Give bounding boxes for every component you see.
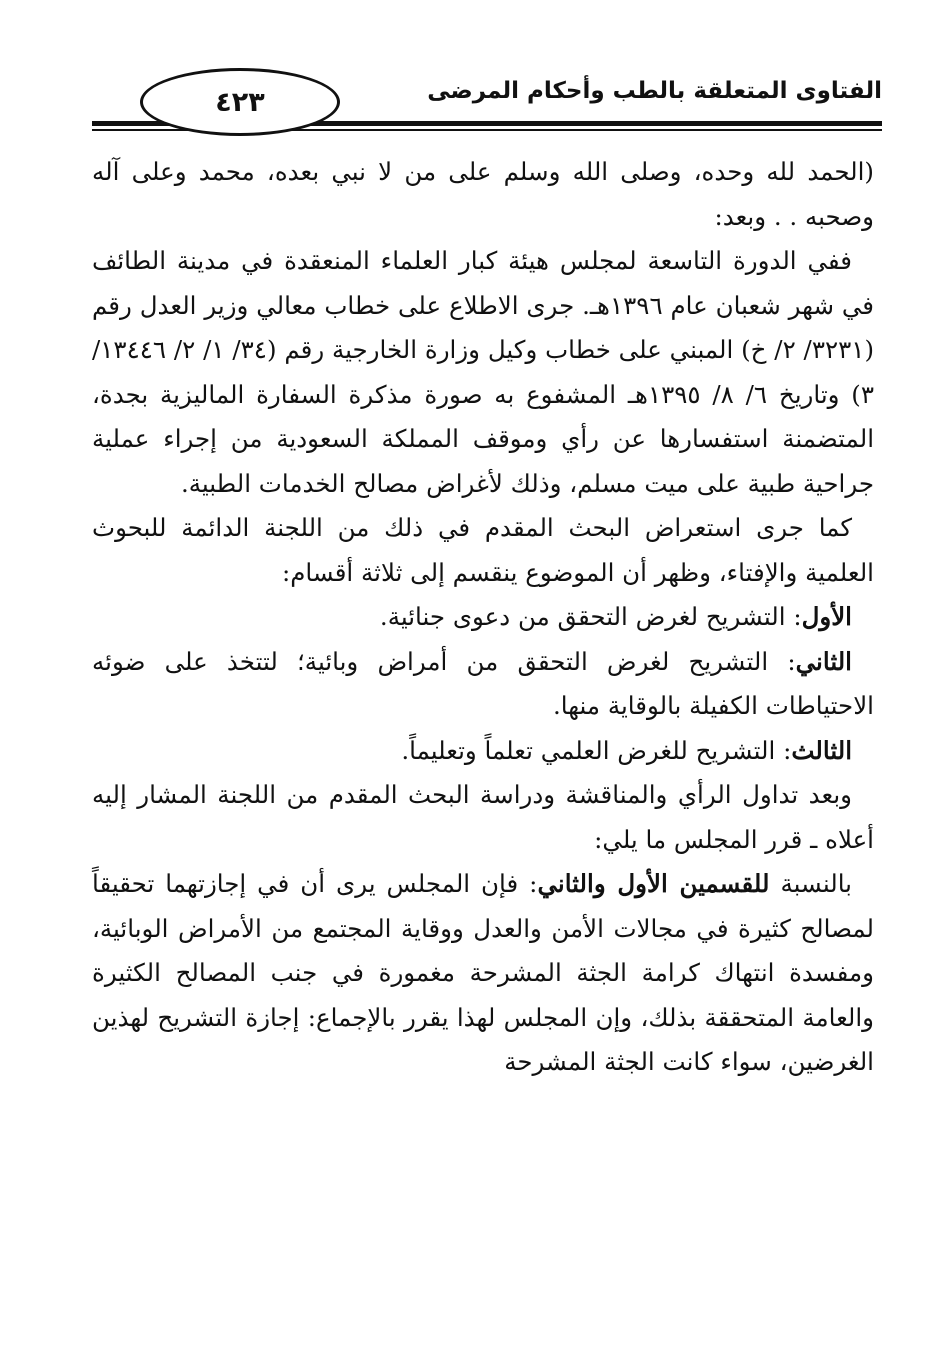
section-item-third-text: : التشريح للغرض العلمي تعلماً وتعليماً. (401, 735, 792, 765)
section-item-third-term: الثالث (791, 735, 852, 765)
page-header (92, 58, 882, 148)
decision-lead: بالنسبة (769, 869, 852, 898)
page-body (92, 150, 874, 1085)
page-number-oval (140, 68, 340, 136)
decision-text: : فإن المجلس يرى أن في إجازتهما تحقيقاً لمصالح كثيرة في مجالات الأمن والعدل ووقاية المجتمع من الأمراض الوبائية، ومفسدة انتهاك كرامة الجثة المشرحة مغمورة في جنب المصالح الكثيرة والعامة المتحققة بذلك، وإن المجلس لهذا يقرر بالإجماع: إجازة التشريح لهذين الغرضين، سواء كانت الجثة المشرحة (92, 869, 874, 1076)
section-item-second (92, 640, 874, 729)
section-item-second-text: : التشريح لغرض التحقق من أمراض وبائية؛ لتتخذ على ضوئه الاحتياطات الكفيلة بالوقاية منها. (92, 646, 874, 720)
section-item-second-term: الثاني (795, 646, 852, 676)
page-number: ٤٢٣ (215, 86, 265, 118)
section-item-third (92, 729, 874, 774)
section-item-first-term: الأول (801, 602, 852, 631)
running-title: الفتاوى المتعلقة بالطب وأحكام المرضى (427, 78, 882, 104)
decision-term: للقسمين الأول والثاني (537, 869, 770, 898)
council-session-paragraph: ففي الدورة التاسعة لمجلس هيئة كبار العلماء المنعقدة في مدينة الطائف في شهر شعبان عام ١٣٩٦هـ. جرى الاطلاع على خطاب معالي وزير العدل رقم (٣٢٣١/ ٢/ خ) المبني على خطاب وكيل وزارة الخارجية رقم (٣٤/ ١/ ٢/ ١٣٤٤٦/ ٣) وتاريخ ٦/ ٨/ ١٣٩٥هـ المشفوع به صورة مذكرة السفارة الماليزية بجدة، المتضمنة استفسارها عن رأي وموقف المملكة السعودية من إجراء عملية جراحية طبية على ميت مسلم، وذلك لأغراض مصالح الخدمات الطبية. (92, 246, 875, 498)
decision-intro-paragraph: وبعد تداول الرأي والمناقشة ودراسة البحث المقدم من اللجنة المشار إليه أعلاه ـ قرر المجلس ما يلي: (92, 780, 874, 854)
research-review-paragraph: كما جرى استعراض البحث المقدم في ذلك من اللجنة الدائمة للبحوث العلمية والإفتاء، وظهر أن الموضوع ينقسم إلى ثلاثة أقسام: (92, 513, 874, 587)
section-item-first (92, 595, 874, 640)
decision-paragraph (92, 862, 874, 1085)
opening-paragraph: (الحمد لله وحده، وصلى الله وسلم على من لا نبي بعده، محمد وعلى آله وصحبه . . وبعد: (92, 157, 874, 231)
section-item-first-text: : التشريح لغرض التحقق من دعوى جنائية. (379, 602, 802, 631)
